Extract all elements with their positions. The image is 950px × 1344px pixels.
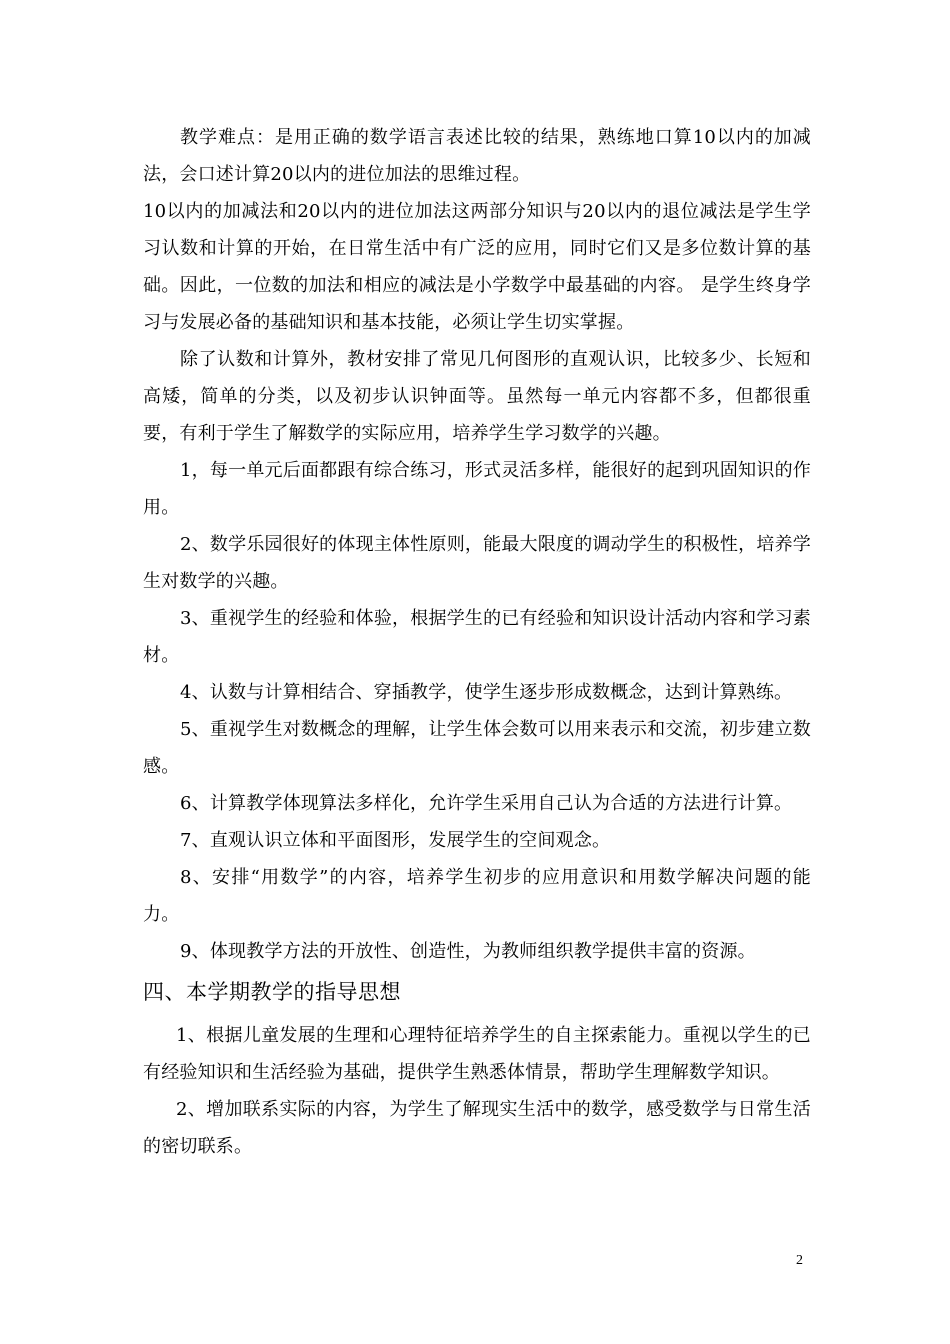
paragraph-item2: 2、数学乐园很好的体现主体性原则，能最大限度的调动学生的积极性，培养学生对数学的兴趣。 bbox=[143, 534, 811, 592]
paragraph-foundation: 10以内的加减法和20以内的进位加法这两部分知识与20以内的退位减法是学生学习认数和计算的开始，在日常生活中有广泛的应用，同时它们又是多位数计算的基础。因此，一位数的加法和相应的减法是小学数学中最基础的内容。 是学生终身学习与发展必备的基础知识和基本技能，必须让学生切实掌握。 bbox=[143, 201, 811, 333]
paragraph-item9: 9、体现教学方法的开放性、创造性，为教师组织教学提供丰富的资源。 bbox=[180, 941, 756, 962]
paragraph-guide1: 1、根据儿童发展的生理和心理特征培养学生的自主探索能力。重视以学生的已有经验知识和生活经验为基础，提供学生熟悉体情景，帮助学生理解数学知识。 bbox=[143, 1025, 811, 1083]
paragraph-item1: 1，每一单元后面都跟有综合练习，形式灵活多样，能很好的起到巩固知识的作用。 bbox=[143, 460, 811, 518]
paragraph-item6: 6、计算教学体现算法多样化，允许学生采用自己认为合适的方法进行计算。 bbox=[180, 793, 793, 814]
paragraph-item5: 5、重视学生对数概念的理解，让学生体会数可以用来表示和交流，初步建立数感。 bbox=[143, 719, 811, 777]
paragraph-item7: 7、直观认识立体和平面图形，发展学生的空间观念。 bbox=[180, 830, 611, 851]
paragraph-guide2: 2、增加联系实际的内容，为学生了解现实生活中的数学，感受数学与日常生活的密切联系。 bbox=[143, 1099, 811, 1157]
paragraph-item4: 4、认数与计算相结合、穿插教学，使学生逐步形成数概念，达到计算熟练。 bbox=[180, 682, 793, 703]
page-number: 2 bbox=[796, 1253, 803, 1268]
paragraph-item8: 8、安排“用数学”的内容，培养学生初步的应用意识和用数学解决问题的能力。 bbox=[143, 867, 811, 925]
paragraph-group-bottom bbox=[143, 1017, 811, 1165]
document-body bbox=[143, 119, 811, 1165]
paragraph-group-top bbox=[143, 119, 811, 970]
paragraph-besides: 除了认数和计算外，教材安排了常见几何图形的直观认识，比较多少、长短和高矮，简单的分类，以及初步认识钟面等。虽然每一单元内容都不多，但都很重要，有利于学生了解数学的实际应用，培养学生学习数学的兴趣。 bbox=[143, 349, 811, 444]
section-heading: 四、本学期教学的指导思想 bbox=[143, 980, 401, 1004]
paragraph-item3: 3、重视学生的经验和体验，根据学生的已有经验和知识设计活动内容和学习素材。 bbox=[143, 608, 811, 666]
paragraph-difficulty: 教学难点：是用正确的数学语言表述比较的结果，熟练地口算10以内的加减法，会口述计算20以内的进位加法的思维过程。 bbox=[143, 127, 811, 185]
